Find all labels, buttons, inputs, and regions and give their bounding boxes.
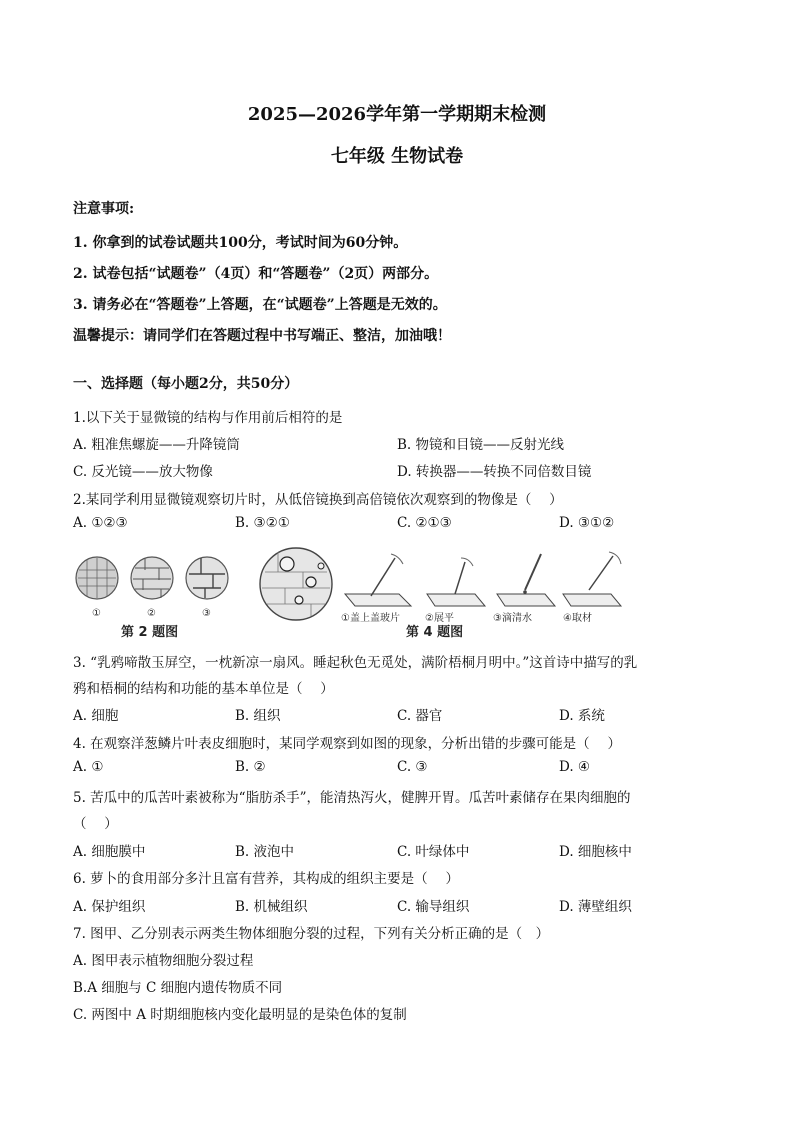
- q2-label-3: ③: [202, 608, 211, 619]
- question-3-stem-line2: 鸦和梧桐的结构和功能的基本单位是（ ）: [73, 681, 334, 697]
- q5-option-a: A. 细胞膜中: [73, 844, 146, 860]
- q7-option-c: C. 两图中 A 时期细胞核内变化最明显的是染色体的复制: [73, 1007, 407, 1023]
- q3-option-a: A. 细胞: [73, 708, 119, 724]
- q2-micrograph-3: [186, 557, 228, 599]
- figures-svg: [73, 544, 633, 644]
- tip-text: 温馨提示：请同学们在答题过程中书写端正、整洁，加油哦！: [73, 328, 451, 344]
- q2-option-b: B. ③②①: [235, 515, 290, 531]
- q4-micrograph: [260, 548, 332, 620]
- q6-option-c: C. 输导组织: [397, 899, 470, 915]
- question-7-stem: 7. 图甲、乙分别表示两类生物体细胞分裂的过程，下列有关分析正确的是（ ）: [73, 926, 550, 942]
- q4-option-d: D. ④: [559, 759, 591, 775]
- q4-option-b: B. ②: [235, 759, 266, 775]
- question-5-stem-line1: 5. 苦瓜中的瓜苦叶素被称为“脂肪杀手”，能清热泻火，健脾开胃。瓜苦叶素储存在果肉细胞的: [73, 790, 631, 806]
- q6-option-d: D. 薄壁组织: [559, 899, 632, 915]
- note-item-2: 2. 试卷包括“试题卷”（4页）和“答题卷”（2页）两部分。: [73, 266, 439, 282]
- q6-option-b: B. 机械组织: [235, 899, 308, 915]
- q4-step-2-label: ②展平: [425, 613, 454, 624]
- q1-option-d: D. 转换器——转换不同倍数目镜: [397, 464, 592, 480]
- q4-step-4-image: [563, 552, 621, 606]
- q4-step-4-label: ④取材: [563, 613, 592, 624]
- exam-title: 2025—2026学年第一学期期末检测: [247, 104, 547, 125]
- q2-option-d: D. ③①②: [559, 515, 615, 531]
- q7-option-a: A. 图甲表示植物细胞分裂过程: [73, 953, 254, 969]
- question-figures: [73, 544, 633, 644]
- q4-step-1-image: [345, 554, 411, 606]
- section-heading: 一、选择题（每小题2分，共50分）: [73, 376, 299, 392]
- q2-label-2: ②: [147, 608, 156, 619]
- q3-option-c: C. 器官: [397, 708, 443, 724]
- question-2-stem: 2.某同学利用显微镜观察切片时，从低倍镜换到高倍镜依次观察到的物像是（ ）: [73, 492, 563, 508]
- q2-micrograph-1: [76, 557, 118, 599]
- q4-step-3-image: [497, 554, 555, 606]
- q6-option-a: A. 保护组织: [73, 899, 146, 915]
- q2-label-1: ①: [92, 608, 101, 619]
- q4-step-1-label: ①盖上盖玻片: [341, 613, 400, 624]
- q1-option-a: A. 粗准焦螺旋——升降镜筒: [73, 437, 240, 453]
- exam-subtitle: 七年级 生物试卷: [330, 146, 464, 167]
- q1-option-b: B. 物镜和目镜——反射光线: [397, 437, 565, 453]
- q2-figure-caption: 第 2 题图: [121, 625, 179, 640]
- q4-option-a: A. ①: [73, 759, 104, 775]
- q3-option-d: D. 系统: [559, 708, 605, 724]
- q2-option-c: C. ②①③: [397, 515, 452, 531]
- q2-option-a: A. ①②③: [73, 515, 128, 531]
- q5-option-c: C. 叶绿体中: [397, 844, 470, 860]
- question-3-stem-line1: 3. “乳鸦啼散玉屏空，一枕新凉一扇风。睡起秋色无觅处，满阶梧桐月明中。”这首诗中描写的乳: [73, 655, 638, 671]
- q4-step-3-label: ③滴清水: [493, 613, 532, 624]
- q5-option-d: D. 细胞核中: [559, 844, 632, 860]
- note-item-1: 1. 你拿到的试卷试题共100分，考试时间为60分钟。: [73, 235, 408, 251]
- notes-heading: 注意事项:: [73, 201, 135, 217]
- q4-figure-caption: 第 4 题图: [406, 625, 464, 640]
- q5-option-b: B. 液泡中: [235, 844, 295, 860]
- question-5-stem-line2: （ ）: [73, 816, 118, 832]
- q4-option-c: C. ③: [397, 759, 428, 775]
- note-item-3: 3. 请务必在“答题卷”上答题，在“试题卷”上答题是无效的。: [73, 297, 447, 313]
- q2-micrograph-2: [131, 557, 173, 599]
- q4-step-2-image: [427, 558, 485, 606]
- q7-option-b: B.A 细胞与 C 细胞内遗传物质不同: [73, 980, 283, 996]
- question-4-stem: 4. 在观察洋葱鳞片叶表皮细胞时，某同学观察到如图的现象，分析出错的步骤可能是（ ）: [73, 736, 621, 752]
- q1-option-c: C. 反光镜——放大物像: [73, 464, 213, 480]
- question-1-stem: 1.以下关于显微镜的结构与作用前后相符的是: [73, 410, 343, 426]
- q3-option-b: B. 组织: [235, 708, 281, 724]
- question-6-stem: 6. 萝卜的食用部分多汁且富有营养，其构成的组织主要是（ ）: [73, 871, 459, 887]
